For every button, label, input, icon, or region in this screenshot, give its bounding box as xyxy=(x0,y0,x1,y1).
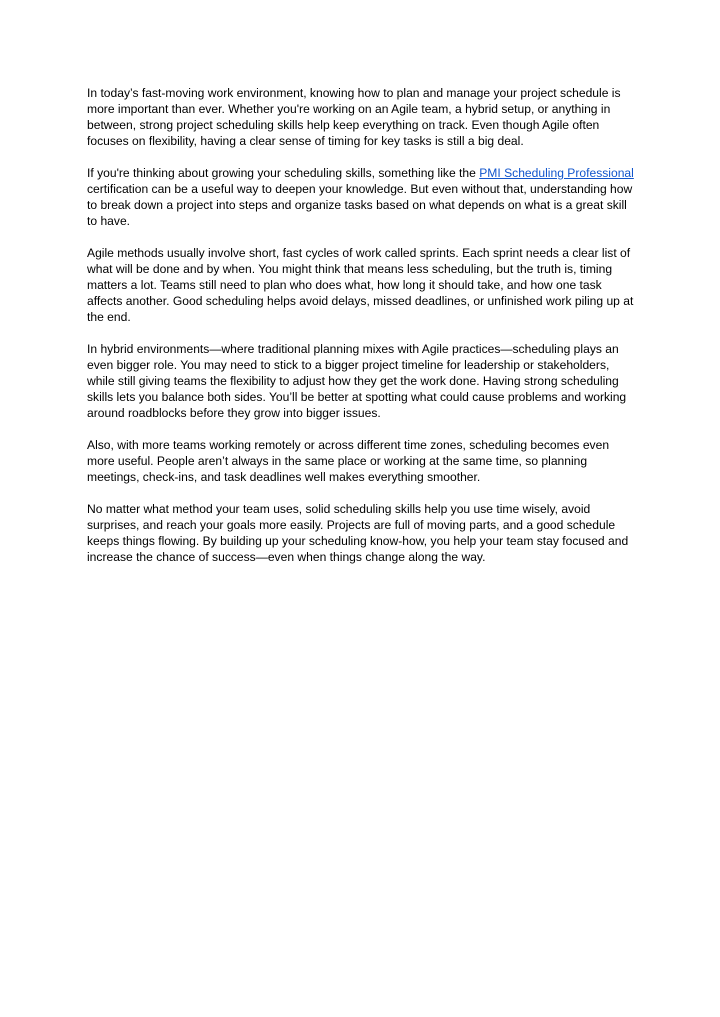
paragraph-certification-after: certification can be a useful way to deepen your knowledge. But even without that, understanding how to break down a project into steps and organize tasks based on what depends on what is a great skill to have. xyxy=(87,182,633,228)
paragraph-agile: Agile methods usually involve short, fast cycles of work called sprints. Each sprint needs a clear list of what will be done and by when. You might think that means less scheduling, but the truth is, timing matters a lot. Teams still need to plan who does what, how long it should take, and how one task affects another. Good scheduling helps avoid delays, missed deadlines, or unfinished work piling up at the end. xyxy=(87,246,634,324)
pmi-scheduling-professional-link[interactable]: PMI Scheduling Professional xyxy=(479,166,634,180)
paragraph-remote: Also, with more teams working remotely or across different time zones, scheduling becomes even more useful. People aren’t always in the same place or working at the same time, so planning meetings, check-ins, and task deadlines well makes everything smoother. xyxy=(87,438,610,484)
document-body xyxy=(87,85,637,581)
paragraph-certification xyxy=(87,165,637,229)
paragraph-hybrid: In hybrid environments—where traditional planning mixes with Agile practices—scheduling plays an even bigger role. You may need to stick to a bigger project timeline for leadership or stakeholders, while still giving teams the flexibility to adjust how they get the work done. Having strong scheduling skills lets you balance both sides. You’ll be better at spotting what could cause problems and working around roadblocks before they grow into bigger issues. xyxy=(87,342,627,420)
paragraph-conclusion: No matter what method your team uses, solid scheduling skills help you use time wisely, avoid surprises, and reach your goals more easily. Projects are full of moving parts, and a good schedule keeps things flowing. By building up your scheduling know-how, you help your team stay focused and increase the chance of success—even when things change along the way. xyxy=(87,502,629,564)
paragraph-intro: In today’s fast-moving work environment, knowing how to plan and manage your project schedule is more important than ever. Whether you're working on an Agile team, a hybrid setup, or anything in between, strong project scheduling skills help keep everything on track. Even though Agile often focuses on flexibility, having a clear sense of timing for key tasks is still a big deal. xyxy=(87,86,621,148)
paragraph-certification-before: If you're thinking about growing your scheduling skills, something like the xyxy=(87,166,480,180)
